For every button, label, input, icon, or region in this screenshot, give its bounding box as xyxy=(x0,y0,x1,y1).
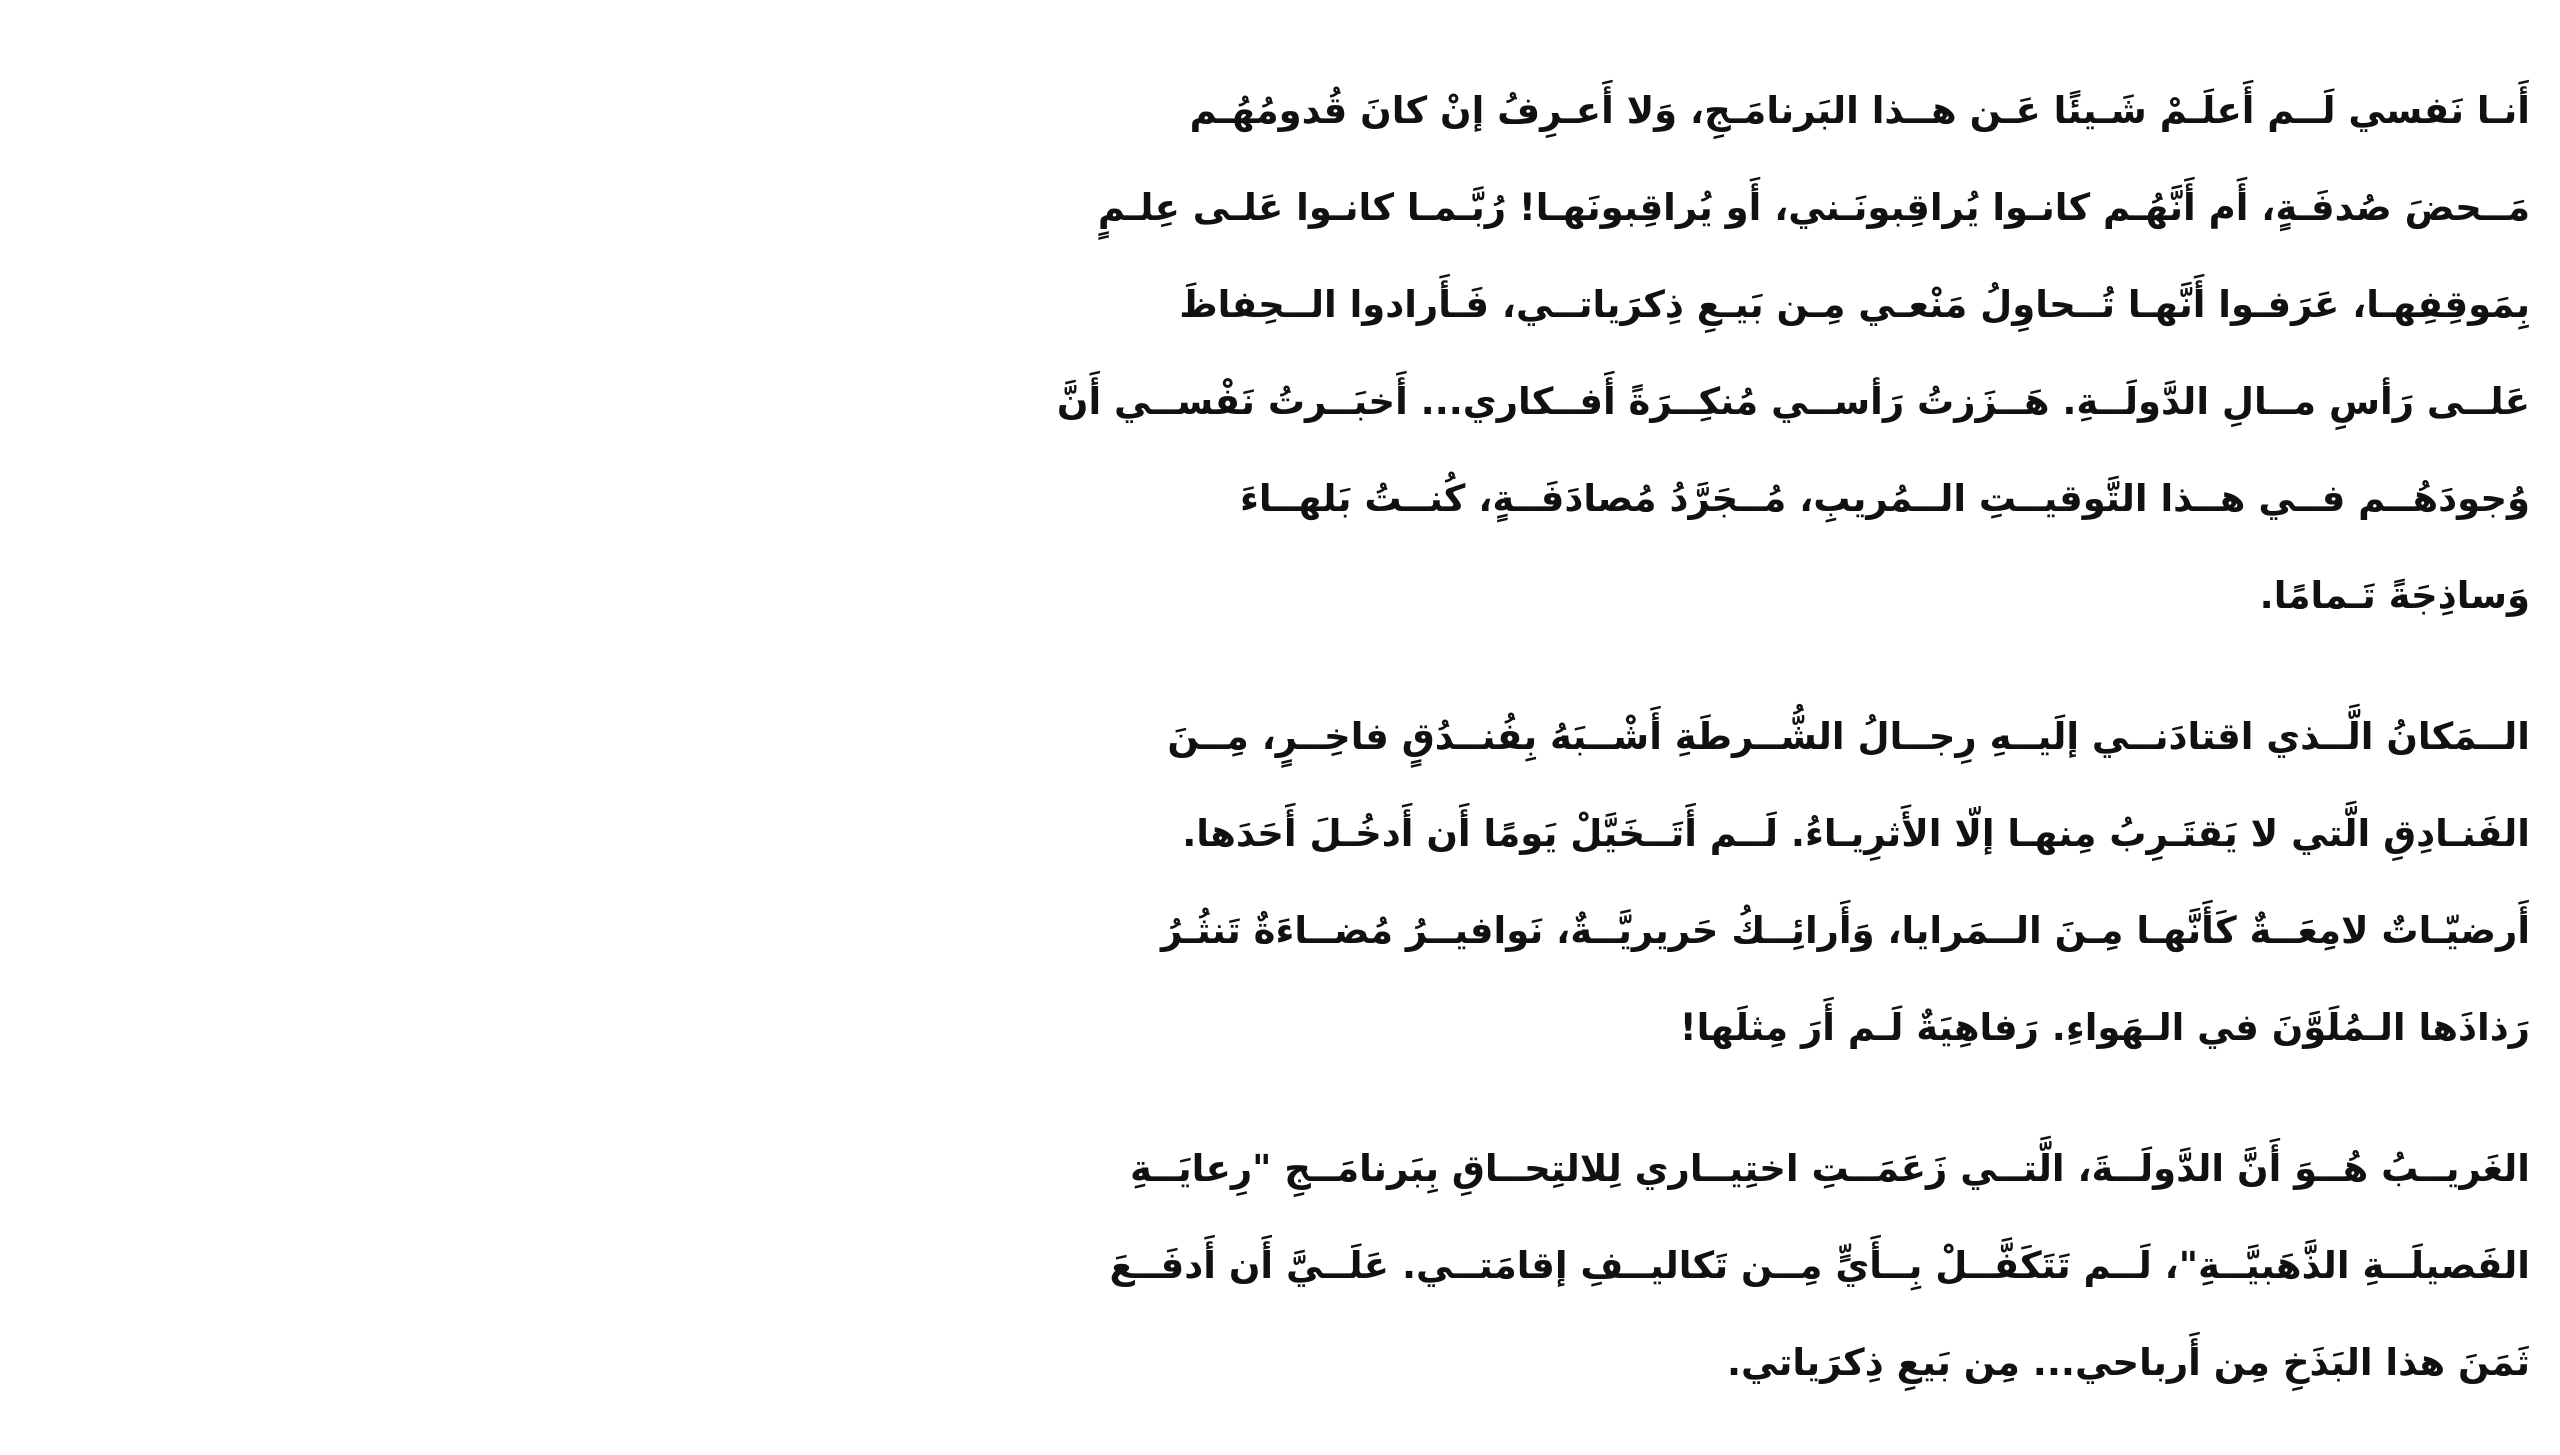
text-line: بِمَوقِفِهـا، عَرَفـوا أَنَّهـا تُــحاوِلُ مَنْعـي مِـن بَيـعِ ذِكرَياتــي، فَـأَرادوا الــحِفاظَ xyxy=(1179,283,2530,326)
text-line: مَــحضَ صُدفَـةٍ، أَم أَنَّهُـم كانـوا يُراقِبونَـني، أَو يُراقِبونَهـا! رُبَّـمـا كانـوا عَلـى عِلـمٍ xyxy=(1097,186,2530,229)
text-line: أَرضيّـاتٌ لامِعَــةٌ كَأَنَّهـا مِـنَ الــمَرايا، وَأَرائِــكُ حَريريَّــةٌ، نَوافيــرُ مُضــاءَةٌ تَنثُـرُ xyxy=(1161,909,2530,952)
text-line: الــمَكانُ الَّــذي اقتادَنــي إلَيــهِ رِجــالُ الشُّــرطَةِ أَشْــبَهُ بِفُنــدُقٍ فاخِــرٍ، مِــنَ xyxy=(1167,715,2530,758)
text-line: الفَنـادِقِ الَّتي لا يَقتَـرِبُ مِنهـا إلّا الأَثرِيـاءُ. لَــم أَتَــخَيَّلْ يَومًا أَن أَدخُـلَ أَحَدَها. xyxy=(1182,812,2530,855)
paragraph-3 xyxy=(1109,1120,2530,1411)
text-line: الفَصيلَــةِ الذَّهَبيَّــةِ"، لَــم تَتَكَفَّــلْ بِــأَيٍّ مِــن تَكاليــفِ إقامَتــي. عَلَــيَّ أَن أَدفَــعَ xyxy=(1109,1244,2530,1287)
paragraph-1 xyxy=(1056,62,2530,644)
text-line: الغَريــبُ هُــوَ أَنَّ الدَّولَــةَ، الَّتــي زَعَمَــتِ اختِيــاري لِلالتِحــاقِ بِبَرنامَــجِ "رِعايَــةِ xyxy=(1130,1147,2530,1190)
text-line: وَساذِجَةً تَـمامًا. xyxy=(2259,574,2530,617)
text-line: ثَمَنَ هذا البَذَخِ مِن أَرباحي... مِن بَيعِ ذِكرَياتي. xyxy=(1727,1341,2530,1384)
text-line: رَذاذَها الـمُلَوَّنَ في الـهَواءِ. رَفاهِيَةٌ لَـم أَرَ مِثلَها! xyxy=(1679,1006,2530,1049)
document-text xyxy=(1056,62,2530,1455)
text-line: عَلــى رَأسِ مــالِ الدَّولَــةِ. هَــزَزتُ رَأســي مُنكِــرَةً أَفــكاري... أَخبَــرتُ نَفْســي أَنَّ xyxy=(1056,380,2530,423)
text-line: أَنـا نَفسي لَــم أَعلَـمْ شَـيئًا عَـن هــذا البَرنامَـجِ، وَلا أَعـرِفُ إنْ كانَ قُدومُهُـم xyxy=(1189,89,2530,132)
paragraph-2 xyxy=(1161,688,2530,1076)
text-line: وُجودَهُــم فــي هــذا التَّوقيــتِ الــمُريبِ، مُــجَرَّدُ مُصادَفَــةٍ، كُنــتُ بَلهــاءَ xyxy=(1239,477,2530,520)
